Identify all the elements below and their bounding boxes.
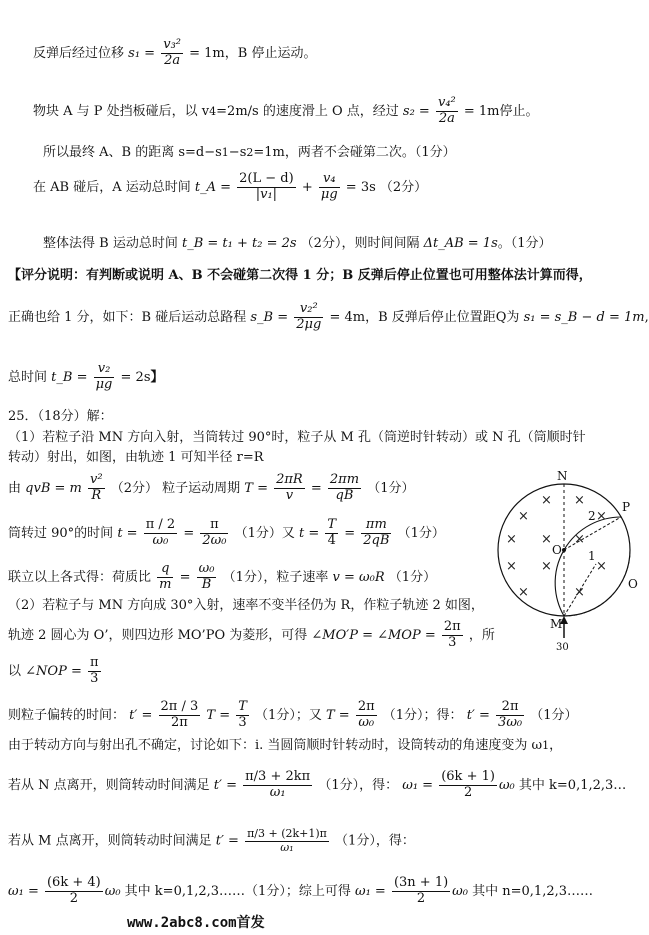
cross: × [541, 493, 552, 508]
fraction: $\frac{\text{v²}}{R}$ [90, 472, 103, 503]
fraction: $\frac{(6k + 4)}{2}$ [46, 875, 101, 906]
text-line-10: （1）若粒子沿 MN 方向入射，当筒转过 90°时，粒子从 M 孔（筒逆时针转动）或 N 孔（筒顺时针 [8, 430, 586, 445]
fraction: $\frac{T}{3}$ [238, 699, 247, 730]
label-m: M [550, 617, 563, 631]
circle-figure [496, 468, 638, 658]
text-line-18: 则粒子偏转的时间： t′ = $\frac{2\pi / 3}{2\pi}$ T = $\frac{T}{3}$ （1分）；又 T = $\frac{2\pi}{\text{ω₀}}$ （1分）；得： t′ = $\frac{2\pi}{\text{3ω₀}}$ （1分） [8, 699, 578, 730]
cross: × [541, 532, 552, 547]
cross: × [518, 509, 529, 524]
fraction: $\frac{(6k + 1)}{2}$ [441, 769, 495, 800]
label-n: N [557, 469, 568, 483]
text-line-16: 轨迹 2 圆心为 O’，则四边形 MO’PO 为菱形，可得 ∠MO′P = ∠MOP = $\frac{2\pi}{3}$ ，所 [8, 619, 495, 650]
label-o: O [552, 543, 562, 557]
label-1: 1 [588, 549, 596, 563]
fraction: $\frac{2\pi / 3}{2\pi}$ [160, 699, 199, 730]
text-line-7: 正确也给 1 分，如下：B 碰后运动总路程 s_B = $\frac{\text{v₂²}}{2\mu g}$ = 4m，B 反弹后停止位置距Q为 s₁ = s_B − d = 1m, [8, 301, 649, 332]
fraction: $\frac{\text{ω₀}}{B}$ [198, 561, 215, 592]
fraction: $\frac{q}{m}$ [159, 561, 172, 592]
text-line-11: 转动）射出，如图，由轨迹 1 可知半径 r=R [8, 450, 264, 465]
fraction: $\frac{\text{v₃²}}{2a}$ [163, 37, 181, 68]
text-line-3: 所以最终 A、B 的距离 s=d−s1−s2=1m，两者不会碰第二次。（1分） [43, 145, 456, 160]
cross: × [596, 509, 607, 524]
cross: × [541, 559, 552, 574]
fraction: $\frac{\pi/3 + 2k\pi}{\text{ω₁}}$ [245, 769, 311, 800]
text-line-17: 以 ∠NOP = $\frac{\pi}{3}$ [8, 655, 99, 686]
label-o-prime: O [628, 577, 638, 591]
fraction: $\frac{\text{v₂}}{\mu g}$ [95, 361, 113, 392]
cross: × [574, 532, 585, 547]
text-line-9: 25．（18分）解： [8, 409, 113, 424]
fraction: $\frac{\pi/3 + (2k+1)\pi}{\text{ω₁}}$ [247, 827, 327, 854]
fraction: $\frac{\pi / 2}{\text{ω₀}}$ [145, 517, 176, 548]
center-o [562, 548, 566, 552]
fraction: $\frac{\pi m}{2qB}$ [363, 517, 390, 548]
fraction: $\frac{\text{v₄}}{\mu g}$ [320, 171, 338, 202]
text-line-6: 【评分说明：有判断或说明 A、B 不会碰第二次得 1 分；B 反弹后停止位置也可用整体法计算而得， [8, 268, 592, 283]
cross: × [518, 585, 529, 600]
fraction: $\frac{T}{4}$ [327, 517, 337, 548]
fraction: $\frac{\pi}{\text{2ω₀}}$ [202, 517, 227, 548]
fraction: $\frac{\text{v₂²}}{2\mu g}$ [296, 301, 322, 332]
text-line-2: 物块 A 与 P 处挡板碰后，以 v4=2m/s 的速度滑上 O 点，经过 s₂ = $\frac{\text{v₄²}}{2a}$ = 1m停止。 [33, 95, 539, 126]
text-line-19: 由于转动方向与射出孔不确定，讨论如下：ⅰ. 当圆筒顺时针转动时，设筒转动的角速度变为 ω1， [8, 738, 563, 753]
fraction: $\frac{2(L - d)}{\text{|v₁|}}$ [239, 171, 294, 202]
cross: × [596, 559, 607, 574]
fraction: $\frac{(3n + 1)}{2}$ [393, 875, 449, 906]
cross: × [574, 493, 585, 508]
label-2: 2 [588, 509, 596, 523]
text-line-22: ω₁ = $\frac{(6k + 4)}{2}$ ω₀ 其中 k=0,1,2,3……（1分）；综上可得 ω₁ = $\frac{(3n + 1)}{2}$ ω₀ 其中 n=0,1,2,3…… [8, 875, 594, 906]
cross: × [574, 585, 585, 600]
text-line-13: 筒转过 90°的时间 t = $\frac{\pi / 2}{\text{ω₀}}$ = $\frac{\pi}{\text{2ω₀}}$ （1分）又 t = $\frac{T}{4}$ = $\frac{\pi m}{2qB}$ （1分） [8, 517, 445, 548]
text-line-1: 反弹后经过位移 s₁ = $\frac{\text{v₃²}}{2a}$ = 1m，B 停止运动。 [33, 37, 317, 68]
fraction: $\frac{2\pi}{\text{3ω₀}}$ [498, 699, 523, 730]
cross: × [506, 559, 517, 574]
text-line-8: 总时间 t_B = $\frac{\text{v₂}}{\mu g}$ = 2s】 [8, 361, 164, 392]
label-angle: 30 [556, 642, 569, 653]
fraction: $\frac{\text{v₄²}}{2a}$ [437, 95, 456, 126]
text-line-5: 整体法得 B 运动总时间 t_B = t₁ + t₂ = 2s （2分），则时间间隔 Δt_AB = 1s。（1分） [43, 236, 552, 251]
text-line-4: 在 AB 碰后，A 运动总时间 t_A = $\frac{2(L - d)}{\text{|v₁|}}$ + $\frac{\text{v₄}}{\mu g}$ = 3s （2分） [33, 171, 428, 202]
cross: × [506, 532, 517, 547]
trajectory-2 [555, 517, 621, 616]
fraction: $\frac{\pi}{3}$ [90, 655, 99, 686]
label-p: P [622, 500, 631, 514]
text-line-21: 若从 M 点离开，则筒转动时间满足 t′ = $\frac{\pi/3 + (2k+1)\pi}{\text{ω₁}}$ （1分），得： [8, 827, 415, 854]
footer-watermark: www.2abc8.com首发 [127, 915, 265, 931]
fraction: $\frac{2\pi}{3}$ [443, 619, 461, 650]
text-line-14: 联立以上各式得：荷质比 $\frac{q}{m}$ = $\frac{\text{ω₀}}{B}$ （1分），粒子速率 v = ω₀R （1分） [8, 561, 437, 592]
text-line-12: 由 qvB = m $\frac{\text{v²}}{R}$ （2分） 粒子运动周期 T = $\frac{2\pi R}{v}$ = $\frac{2\pi m}{qB}$ （1分） [8, 472, 415, 503]
fraction: $\frac{2\pi m}{qB}$ [329, 472, 360, 503]
text-line-15: （2）若粒子与 MN 方向成 30°入射，速率不变半径仍为 R，作粒子轨迹 2 如图， [8, 598, 484, 613]
fraction: $\frac{2\pi R}{v}$ [276, 472, 303, 503]
text-line-20: 若从 N 点离开，则筒转动时间满足 t′ = $\frac{\pi/3 + 2k\pi}{\text{ω₁}}$ （1分），得： ω₁ = $\frac{(6k + 1)}{2}$ ω₀ 其中 k=0,1,2,3… [8, 769, 627, 800]
fraction: $\frac{2\pi}{\text{ω₀}}$ [357, 699, 375, 730]
